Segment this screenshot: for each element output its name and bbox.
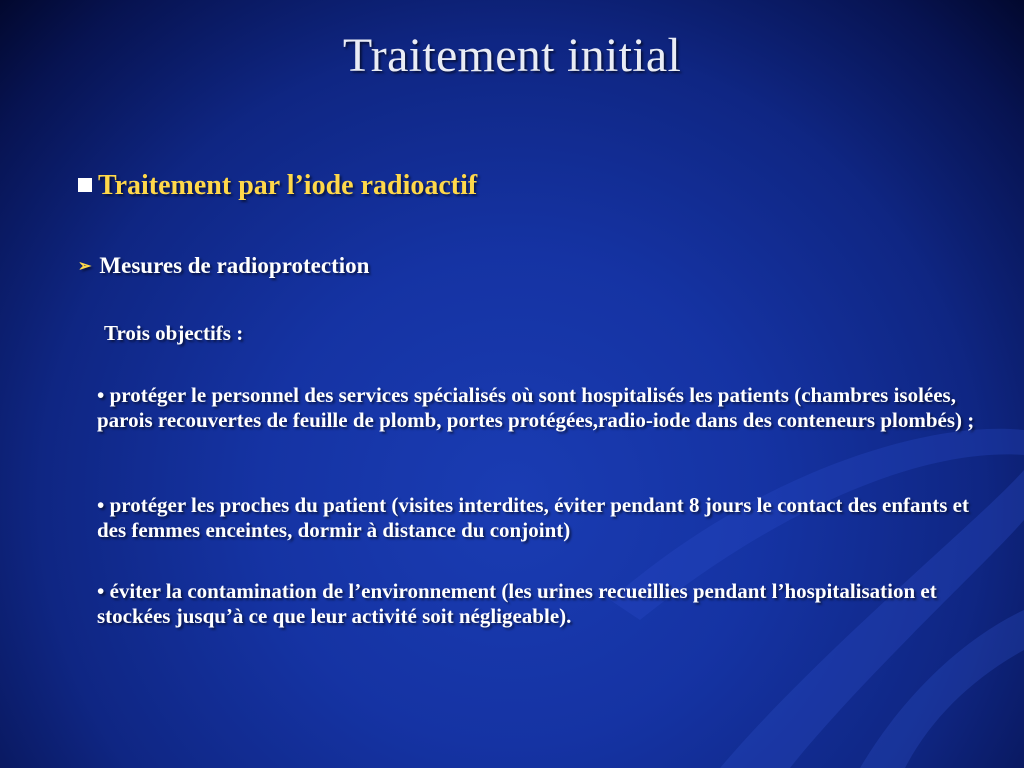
section-heading	[78, 170, 477, 202]
slide-title: Traitement initial	[342, 29, 682, 82]
section-heading-text: Traitement par l’iode radioactif	[98, 170, 478, 201]
bullet-point-2: • protéger les proches du patient (visites interdites, éviter pendant 8 jours le contact des enfants et des femmes enceintes, dormir à distance du conjoint)	[97, 493, 969, 542]
arrowhead-bullet-icon: ➢	[78, 258, 92, 275]
bullet-point-1: • protéger le personnel des services spécialisés où sont hospitalisés les patients (chambres isolées, parois recouvertes de feuille de plomb, portes protégées,radio-iode dans des conteneurs plombés) ;	[97, 383, 975, 432]
subheading	[78, 253, 369, 279]
square-bullet-icon	[78, 178, 92, 192]
bullet-point-3: • éviter la contamination de l’environnement (les urines recueillies pendant l’hospitalisation et stockées jusqu’à ce que leur activité soit négligeable).	[97, 579, 937, 628]
subheading-text: Mesures de radioprotection	[99, 253, 370, 278]
objectives-label: Trois objectifs :	[104, 321, 244, 345]
